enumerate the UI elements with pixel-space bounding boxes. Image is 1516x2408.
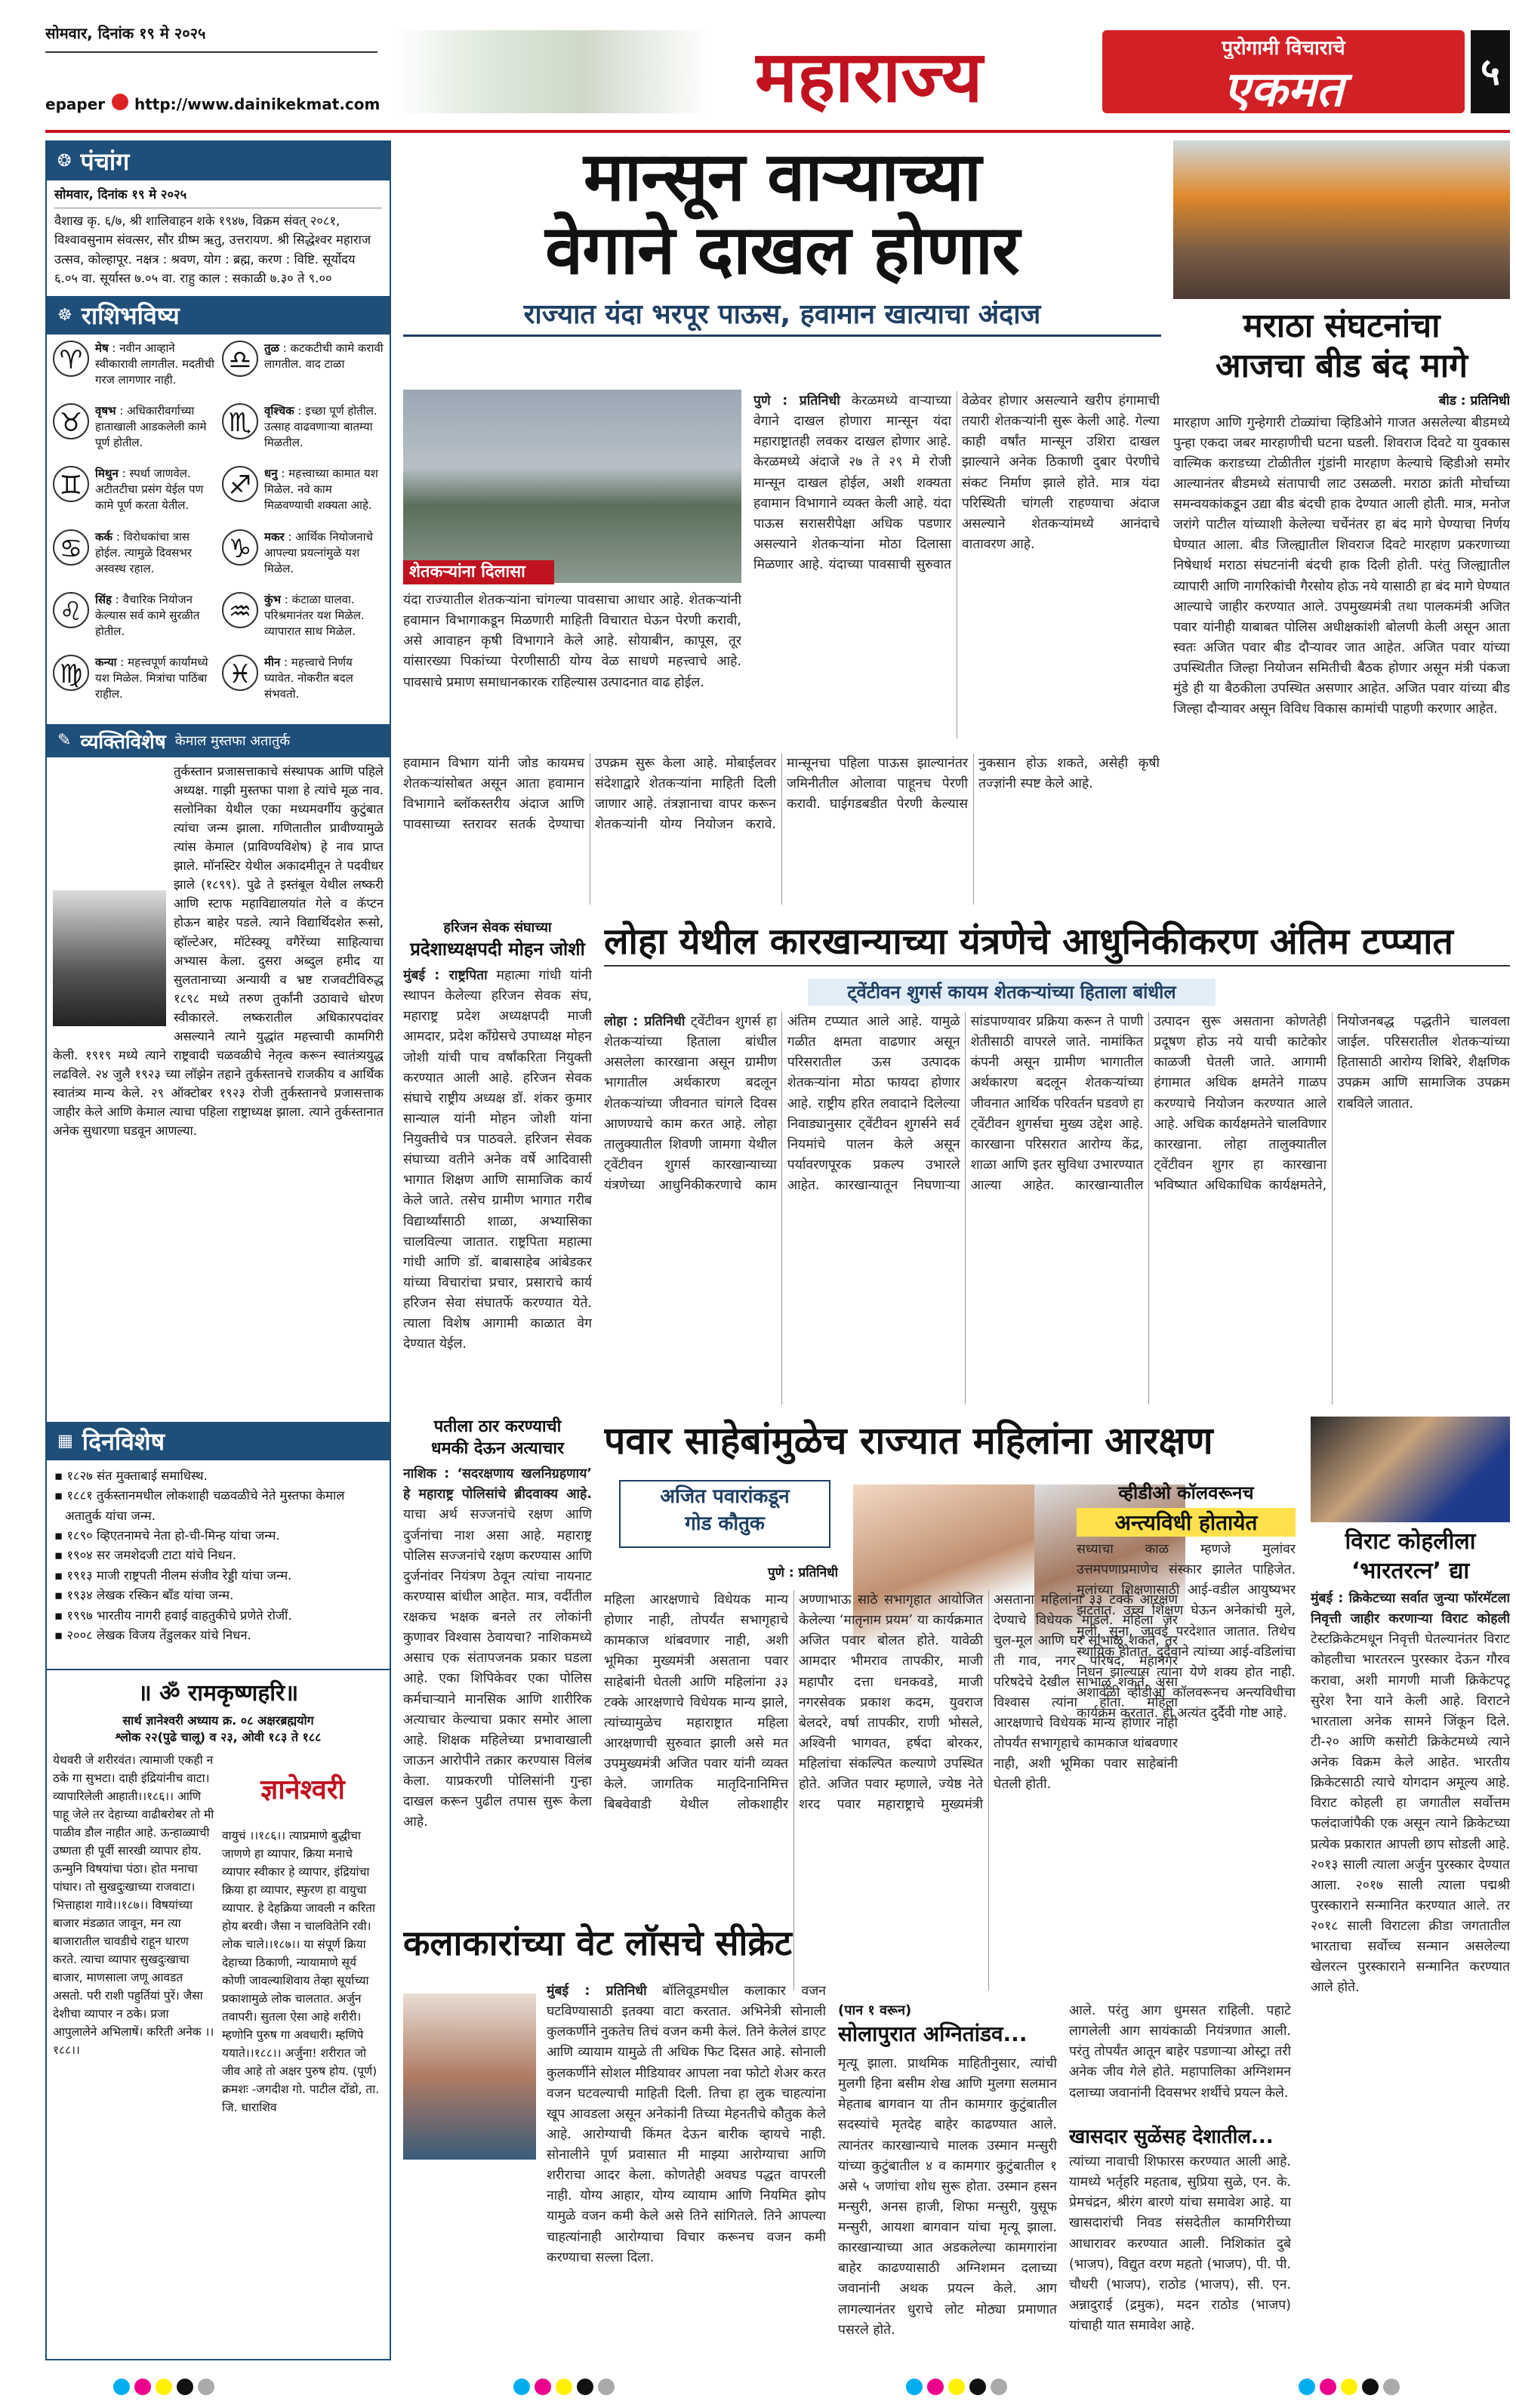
zodiac-sign-icon: ♏: [222, 403, 258, 439]
rashi-text: महत्त्वाच्या कामात यश मिळेल. नवे काम मिळवण्याची शक्यता आहे.: [264, 467, 378, 513]
dinvishesh-item: ▪ १८२७ संत मुक्ताबाई समाधिस्थ.: [54, 1468, 208, 1483]
registration-marks: [113, 2379, 279, 2397]
dnyaneshwari-ref: सार्थ ज्ञानेश्वरी अध्याय क्र. ०८ अक्षरब्रह्मयोग: [122, 1713, 314, 1728]
video-body: सध्याचा काळ म्हणजे मुलांवर उत्तमपणाप्रमाणेच संस्कार झालेत पाहिजेत. मुलांच्या शिक्षणासाठी आई-वडील आयुष्यभर झटतात. उच्च शिक्षण घेऊन अनेकांची मुले, मुली, सुना, जावई परदेशात जातात. तिथेच स्थायिक होतात. दुर्दैवाने त्यांच्या आई-वडिलांचा निधन झाल्यास त्यांना येणे शक्य होत नाही. अशावेळी व्हीडीओ कॉलवरूनच अन्त्यविधीचा कार्यक्रम करतात. ही अत्यंत दुर्दैवी गोष्ट आहे.: [1077, 1542, 1296, 1721]
ovi-col-1: येथवरी जे शरीरवंत। त्यामाजी एकही न ठके गा सुभटा। दाही इंद्रियांनीच वाटा। व्यापारिलेली आहाती।।१८६।। आणि पाहू जेले तर देहाच्या वाढीबरोबर तो मी पाळीव डौल नाहीत आहे. ऊन्हाळ्याची उष्णता ही पूर्वी सारखी व्यापार होय. ऊन्मुनि विषयांचा पंठा। होत मनाचा पांघार। तो सुखदुःखाच्या राजवाटा। भित्ताहाश गावे।।१८७।। विषयांच्या बाजार मंडळात जावून, मन त्या बाजारातील चावडीचे राहून धारण करते. त्याचा व्यापार सुखदुःखाचा बाजार, माणसाला जणू आवडत असतो. परी राशी पहुर्तियां पुरें। जैसा देशीचा व्यापार न ठके। प्रजा आपुलालेने अभिलाषें। करिती अनेक ।।१८८।।: [53, 1753, 214, 2058]
ramkrishna-title: ॥ ॐ रामकृष्णहरि॥: [137, 1679, 299, 1707]
page-number: ५: [1471, 30, 1510, 113]
loha-kicker: ट्वेंटीवन शुगर्स कायम शेतकऱ्यांच्या हिताला बांधील: [808, 979, 1216, 1006]
zodiac-sign-icon: ♎: [222, 341, 258, 377]
rashi-sign: सिंह: [95, 593, 112, 607]
video-headline: अन्त्यविधी होतायेत: [1077, 1508, 1296, 1537]
photo-caption: शेतकऱ्यांना दिलासा: [403, 560, 554, 584]
issue-date: सोमवार, दिनांक १९ मे २०२५: [45, 24, 206, 42]
patil-headline: पतीला ठार करण्याची धमकी देऊन अत्याचार: [430, 1417, 565, 1458]
person-icon: ✎: [57, 731, 72, 751]
dnyaneshwari-logo: ज्ञानेश्वरी: [260, 1774, 345, 1806]
lead-deck: राज्यात यंदा भरपूर पाऊस, हवामान खात्याचा अंदाज: [403, 294, 1161, 337]
virat-story: [1311, 1417, 1510, 2360]
brand-tagline: पुरोगामी विचाराचे: [1222, 37, 1345, 59]
sidebar: [45, 140, 391, 2360]
sonali-photo: [403, 1993, 536, 2160]
dinvishesh-item: ▪ २००८ लेखक विजय तेंडुलकर यांचे निधन.: [54, 1627, 251, 1642]
zodiac-sign-icon: ♈: [53, 341, 89, 377]
om-icon: ❂: [57, 152, 72, 171]
lead-body-3: हवामान विभाग यांनी जोड कायमच शेतकऱ्यांसोबत असून आता हवामान विभागाने ब्लॉकस्तरीय अंदाज आणि पावसाच्या स्तरावर सतर्क देण्याचा उपक्रम सुरू केला आहे. मोबाईलवर संदेशाद्वारे शेतकऱ्यांना माहिती दिली जाणार आहे. तंत्रज्ञानाचा वापर करून शेतकऱ्यांनी योग्य नियोजन करावे. मान्सूनचा पहिला पाऊस झाल्यानंतर जमिनीतील ओलावा पाहूनच पेरणी करावी. घाईगडबडीत पेरणी केल्यास नुकसान होऊ शकते, असेही कृषी तज्ज्ञांनी स्पष्ट केले आहे.: [403, 756, 1160, 833]
vyakti-body: तुर्कस्तान प्रजासत्ताकाचे संस्थापक आणि पहिले अध्यक्ष. गाझी मुस्तफा पाशा हे त्यांचे मूळ नाव. सलोनिका येथील एका मध्यमवर्गीय कुटुंबात त्यांचा जन्म झाला. गणितातील प्रावीण्यामुळे त्यांस केमाल (प्राविण्यविशेष) हे नाव प्राप्त झाले. मॉनस्टिर येथील अकादमीतून ते पदवीधर झाले (१८९९). पुढे ते इस्तंबूल येथील लष्करी आणि स्टाफ महाविद्यालयांत गेले व कॅप्टन होऊन बाहेर पडले. त्याने विद्यार्थिदशेत रूसो, व्हॉल्टेअर, मॉटेस्क्यू वगैरेंच्या साहित्याचा अभ्यास केला. दुसरा अब्दुल हमीद या सुलतानाच्या अन्यायी व भ्रष्ट राजवटीविरुद्ध १८९८ मध्ये तरुण तुर्कांनी उठावाचे धोरण स्वीकारले. लष्करातील अधिकारपदांवर असल्याने त्याने युद्धांत महत्त्वाची कामगिरी केली. १९१९ मध्ये त्याने राष्ट्रवादी चळवळीचे नेतृत्व करून स्वातंत्र्ययुद्ध लढविले. २४ जुलै १९२३ च्या लॉझेन तहाने तुर्कस्तानचे राजकीय व आर्थिक स्वातंत्र्य मान्य केले. २९ ऑक्टोबर १९२३ रोजी तुर्कस्तानचे प्रजासत्ताक जाहीर केले आणि केमाल त्याचा पहिला राष्ट्राध्यक्ष झाला. त्याने तुर्कस्तानात अनेक सुधारणा घडवून आणल्या.: [53, 763, 384, 1139]
rashi-item: ♓ मीन : महत्त्वाचे निर्णय घ्यावेत. नोकरीत बदल संभवतो.: [222, 655, 384, 710]
harijan-body: मुंबई : राष्ट्रपिता महात्मा गांधी यांनी स्थापन केलेल्या हरिजन सेवक संघ, महाराष्ट्र प्रदेश अध्यक्षपदी माजी आमदार, प्रदेश काँग्रेसचे उपाध्यक्ष मोहन जोशी यांची पाच वर्षांकरिता नियुक्ती करण्यात आली आहे. हरिजन सेवक संघाचे राष्ट्रीय अध्यक्ष डॉ. शंकर कुमार सान्याल यांनी मोहन जोशी यांना नियुक्तीचे पत्र पाठवले. हरिजन सेवक संघाच्या वतीने अनेक वर्षे आदिवासी भागात शिक्षण आणि सामाजिक कार्य केले जाते. तसेच ग्रामीण भागात गरीब विद्यार्थ्यांसाठी शाळा, अभ्यासिका चालविल्या जातात. राष्ट्रपिता महात्मा गांधी आणि डॉ. बाबासाहेब आंबेडकर यांच्या विचारांचा प्रचार, प्रसाराचे कार्य हरिजन सेवा संघातर्फे करण्यात येते. त्याला विशेष आगामी काळात वेग देण्यात येईल.: [403, 968, 592, 1352]
lead-headline: मान्सून वाऱ्याच्या वेगाने दाखल होणार: [545, 140, 1019, 291]
globe-icon: [112, 94, 128, 110]
vyakti-header: ✎ व्यक्तिविशेष केमाल मुस्तफा अतातुर्क: [47, 724, 390, 757]
zodiac-sign-icon: ♌: [53, 592, 89, 628]
maratha-headline: मराठा संघटनांचा आजचा बीड बंद मागे: [1216, 307, 1468, 385]
divider: [45, 51, 377, 53]
loha-body: लोहा : प्रतिनिधी ट्वेंटीवन शुगर्स हा शेतकऱ्यांच्या हिताला बांधील असलेला कारखाना असून ग्रामीण भागातील अर्थकारण बदलून शेतकऱ्यांच्या जीवनात चांगले दिवस आणण्याचे काम करत आहे. लोहा तालुक्यातील शिवणी जामगा येथील ट्वेंटीवन शुगर्स कारखान्याच्या यंत्रणेच्या आधुनिकीकरणाचे काम अंतिम टप्प्यात आले आहे. यामुळे गळीत क्षमता वाढणार असून परिसरातील ऊस उत्पादक शेतकऱ्यांना मोठा फायदा होणार आहे. राष्ट्रीय हरित लवादाने दिलेल्या निवाड्यानुसार ट्वेंटीवन शुगर्सने सर्व नियमांचे पालन केले असून पर्यावरणपूरक प्रकल्प उभारले आहेत. कारखान्यातून निघणाऱ्या सांडपाण्यावर प्रक्रिया करून ते पाणी शेतीसाठी वापरले जाते. नामांकित कंपनी असून ग्रामीण भागातील अर्थकारण बदलून शेतकऱ्यांच्या जीवनात आर्थिक परिवर्तन घडवणे हा ट्वेंटीवन शुगर्सचा मुख्य उद्देश आहे. कारखाना परिसरात आरोग्य केंद्र, शाळा आणि इतर सुविधा उभारण्यात आल्या आहेत. कारखान्यातील उत्पादन सुरू असताना कोणतेही प्रदूषण होऊ नये याची काटेकोर काळजी घेतली जाते. आगामी हंगामात अधिक क्षमतेने गाळप करण्याचे नियोजन करण्यात आले आहे. अधिक कार्यक्षमतेने चालविणार कारखाना. लोहा तालुक्यातील ट्वेंटीवन शुगर हा कारखाना भविष्यात अधिकाधिक कार्यक्षमतेने, नियोजनबद्ध पद्धतीने चालवला जाईल. परिसरातील शेतकऱ्यांच्या हितासाठी आरोग्य शिबिरे, शैक्षणिक उपक्रम आणि सामाजिक उपक्रम राबविले जातात.: [604, 1014, 1510, 1193]
kalakar-headline: कलाकारांच्या वेट लॉसचे सीक्रेट: [403, 1922, 792, 1963]
registration-marks: [1299, 2379, 1465, 2397]
header-rule: [45, 130, 1510, 133]
ramkrishna-box: [47, 1669, 390, 2360]
calendar-icon: ▦: [57, 1431, 73, 1451]
rashi-sign: मकर: [264, 529, 285, 544]
rashi-header: ☸ राशिभविष्य: [47, 296, 390, 335]
zodiac-sign-icon: ♒: [222, 592, 258, 628]
rashi-sign: तुळ: [264, 341, 279, 355]
dinvishesh-item: ▪ १९३४ लेखक रस्किन बॉंड यांचा जन्म.: [54, 1588, 234, 1603]
section-title: महाराज्य: [755, 35, 983, 119]
pawar-byline: पुणे : प्रतिनिधी: [767, 1565, 838, 1580]
solapur-body: मृत्यू झाला. प्राथमिक माहितीनुसार, त्यांची मुलगी हिना बसीम शेख आणि मुलगा सलमान मेहताब बागवान या तीन कामगार कुटुंबातील सदस्यांचे मृतदेह बाहेर काढण्यात आले. त्यानंतर कारखान्याचे मालक उस्मान मन्सुरी यांच्या कुटुंबातील ४ व कामगार कुटुंबातील १ असे ५ जणांचा शोध सुरू होता. उस्मान हसन मन्सुरी, अनस हाजी, शिफा मन्सुरी, युसूफ मन्सुरी, आयशा बागवान यांचा मृत्यू झाला. कारखान्याच्या आत अडकलेल्या कामगारांना बाहेर काढण्यासाठी अग्निशमन दलाच्या जवानांनी अथक प्रयत्न केले. आग लागल्यानंतर धुराचे लोट मोठ्या प्रमाणात पसरले होते.: [838, 2056, 1057, 2338]
rashi-sign: कन्या: [95, 655, 117, 670]
virat-headline: विराट कोहलीला ‘भारतरत्न’ द्या: [1345, 1528, 1476, 1584]
zodiac-sign-icon: ♍: [53, 655, 89, 691]
rashi-text: विरोधकांचा त्रास होईल. त्यामुळे दिवसभर अस्वस्थ रहाल.: [95, 529, 193, 575]
pawar-body: महिला आरक्षणाचे विधेयक मान्य होणार नाही, तोपर्यंत सभागृहाचे कामकाज थांबवणार नाही, अशी भूमिका मुख्यमंत्री असताना पवार साहेबांनी घेतली आणि महिलांना ३३ टक्के आरक्षणाचे विधेयक मान्य झाले, त्यांच्यामुळेच महाराष्ट्रात महिला आरक्षणाची सुरुवात झाली असे मत उपमुख्यमंत्री अजित पवार यांनी व्यक्त केले. जागतिक मातृदिनानिमित्त बिबवेवाडी येथील लोकशाहीर अण्णाभाऊ साठे सभागृहात आयोजित केलेल्या ‘मातृनाम प्रयम’ या कार्यक्रमात अजित पवार बोलत होते. यावेळी आमदार भीमराव तापकीर, माजी महापौर दत्ता धनकवडे, माजी नगरसेवक प्रकाश कदम, युवराज बेलदरे, वर्षा तापकीर, राणी भोसले, अश्विनी भागवत, हर्षदा बोरकर, महिलांचा संकल्पित कल्याणे उपस्थित होते. अजित पवार म्हणाले, ज्येष्ठ नेते शरद पवार महाराष्ट्राचे मुख्यमंत्री असताना महिलांना ३३ टक्के आरक्षण देण्याचे विधेयक मांडले. महिला जर चुल-मूल आणि घर सांभाळू शकते, तर ती गाव, नगर परिषद, महानगर परिषदेचे देखील सांभाळू शकते, असा विश्वास त्यांना होता. महिला आरक्षणाचे विधेयक मान्य होणार नाही तोपर्यंत सभागृहाचे कामकाज थांबवणार नाही, अशी भूमिका पवार साहेबांनी घेतली होती.: [604, 1592, 1178, 1813]
rashi-text: महत्त्वाचे निर्णय घ्यावेत. नोकरीत बदल संभवतो.: [264, 655, 353, 701]
lead-body-1: पुणे : प्रतिनिधी केरळमध्ये वाऱ्याच्या वेगाने दाखल होणारा मान्सून यंदा महाराष्ट्रातही लवकर दाखल होणार आहे. केरळमध्ये अंदाजे २७ ते २९ मे रोजी मान्सून दाखल होईल, अशी शक्यता हवामान विभागाने व्यक्त केली आहे. यंदा पाऊस सरासरीपेक्षा अधिक पडणार असल्याने शेतकऱ्यांना मोठा दिलासा मिळणार आहे. यंदाच्या पावसाची सुरुवात वेळेवर होणार असल्याने खरीप हंगामाची तयारी शेतकऱ्यांनी सुरू केली आहे. गेल्या काही वर्षांत मान्सून उशिरा दाखल झाल्याने अनेक ठिकाणी दुबार पेरणीचे संकट निर्माण झाले होते. मात्र यंदा परिस्थिती चांगली राहण्याचा अंदाज असल्याने शेतकऱ्यांमध्ये आनंदाचे वातावरण आहे.: [753, 393, 1160, 572]
video-kicker: व्हीडीओ कॉलवरूनच: [1118, 1482, 1254, 1503]
rashi-sign: वृषभ: [95, 404, 116, 418]
zodiac-sign-icon: ♐: [222, 466, 258, 502]
harijan-story: [403, 918, 592, 1406]
rashi-item: ♎ तुळ : कटकटीची कामे करावी लागतील. वाद टाळा: [222, 341, 384, 396]
zodiac-icon: ☸: [57, 305, 72, 325]
rashi-text: इच्छा पूर्ण होतील. उत्साह वाढवणाऱ्या बातम्या मिळतील.: [264, 404, 377, 450]
rashi-item: ♉ वृषभ : अधिकारीवर्गाच्या हाताखाली आडकलेली कामे पूर्ण होतील.: [53, 403, 214, 458]
zodiac-sign-icon: ♓: [222, 655, 258, 691]
dinvishesh-item: ▪ १९०४ सर जमशेदजी टाटा यांचे निधन.: [54, 1548, 236, 1563]
solapur-body-2: आले. परंतु आग धुमसत राहिली. पहाटे लागलेली आग सायंकाळी नियंत्रणात आली. परंतु तोपर्यंत आतून बाहेर पडणाऱ्या ओस्ट्रा तरी अनेक जीव गेले होते. महापालिका अग्निशमन दलाच्या जवानांनी दिवसभर शर्थीचे प्रयत्न केले.: [1069, 2003, 1291, 2101]
rashi-grid: [47, 335, 390, 724]
rashi-item: ♌ सिंह : वैचारिक नियोजन केल्यास सर्व कामे सुरळीत होतील.: [53, 592, 214, 647]
rashi-item: ♊ मिथुन : स्पर्धा जाणवेल. अटीतटीचा प्रसंग येईल पण कामे पूर्ण करता येतील.: [53, 466, 214, 521]
pawar-kicker: अजित पवारांकडून गोड कौतुक: [619, 1480, 830, 1548]
dinvishesh-list: [47, 1460, 390, 1669]
patil-body: नाशिक : ‘सदरक्षणाय खलनिग्रहणाय’ हे महाराष्ट्र पोलिसांचे ब्रीदवाक्य आहे. याचा अर्थ सज्जनांचे रक्षण आणि दुर्जनांचा नाश असा आहे. महाराष्ट्र पोलिस सज्जनांचे रक्षण करण्यास आणि दुर्जनांवर नियंत्रण ठेवून त्यांचा नायनाट करण्यास बांधील आहेत. मात्र, वर्दीतील रक्षकच भक्षक बनले तर लोकांनी कुणावर विश्वास ठेवायचा? नाशिकमध्ये असाच एक संतापजनक प्रकार घडला आहे. एका शिपिकेवर एका पोलिस कर्मचाऱ्याने मानसिक आणि शारीरिक अत्याचार केल्याचा प्रकार समोर आला आहे. शिक्षक महिलेच्या प्रभावाखाली जाऊन आरोपीने तक्रार करण्यास विलंब केला. याप्रकरणी पोलिसांनी गुन्हा दाखल करून पुढील तपास सुरू केला आहे.: [403, 1466, 592, 1830]
solapur-kicker: (पान १ वरून): [838, 2003, 912, 2018]
masthead: [0, 0, 1516, 136]
dinvishesh-item: ▪ १९१३ माजी राष्ट्रपती नीलम संजीव रेड्डी यांचा जन्म.: [54, 1568, 292, 1583]
loha-story: [604, 918, 1510, 1406]
kalakar-body: मुंबई : प्रतिनिधी बॉलिवूडमधील कलाकार वजन घटविण्यासाठी इतक्या वाटा करतात. अभिनेत्री सोनाली कुलकर्णीने नुकतेच तिचं वजन कमी केलं. तिने केलेलं डाएट आणि व्यायाम यामुळे ती अधिक फिट दिसत आहे. सोनाली कुलकर्णीने सोशल मीडियावर आपला नवा फोटो शेअर करत वजन घटवल्याची माहिती दिली. तिचा हा लुक चाहत्यांना खूप आवडला असून अनेकांनी तिच्या मेहनतीचे कौतुक केले आहे. आरोग्याची किंमत देऊन बारीक व्हायचे नाही. सोनालीने पूर्ण प्रवासात मी माझ्या आरोग्याचा आणि शरीराचा आदर केला. कोणतेही अवघड पद्धत वापरली नाही. योग्य आहार, योग्य व्यायाम आणि नियमित झोप यामुळे वजन कमी केले असे तिने सांगितले. तिने आपल्या चाहत्यांनाही आरोग्याचा विचार करूनच वजन कमी करण्याचा सल्ला दिला.: [547, 1984, 826, 2265]
website-link[interactable]: http://www.dainikekmat.com: [134, 95, 381, 113]
maratha-story: [1173, 140, 1510, 911]
virat-body: मुंबई : क्रिकेटच्या सर्वात जुन्या फॉरमॅटला निवृत्ती जाहीर करणाऱ्या विराट कोहली टेस्टक्रिकेटमधून निवृत्ती घेतल्यानंतर विराट कोहलीचा भारतरत्न पुरस्कार देऊन गौरव करावा, अशी मागणी माजी क्रिकेटपटू सुरेश रैना याने केली आहे. विराटने भारताला अनेक सामने जिंकून दिले. टी-२० आणि कसोटी क्रिकेटमध्ये त्याने अनेक विक्रम केले आहेत. भारतीय क्रिकेटसाठी त्याचे योगदान अमूल्य आहे. विराट कोहली हा जगातील सर्वोत्तम फलंदाजांपैकी एक असून त्याने क्रिकेटच्या प्रत्येक प्रकारात आपली छाप सोडली आहे. २०१३ साली त्याला अर्जुन पुरस्कार देण्यात आला. २०१७ साली त्याला पद्मश्री पुरस्काराने सन्मानित करण्यात आले. तर २०१८ साली विराटला क्रीडा जगतातील भारताचा सर्वोच्च सन्मान असलेल्या खेलरत्न पुरस्काराने सन्मानित करण्यात आले होते.: [1311, 1591, 1510, 1996]
rashi-sign: कुंभ: [264, 593, 282, 607]
panchang-date: सोमवार, दिनांक १९ मे २०२५: [54, 185, 382, 208]
rashi-text: अधिकारीवर्गाच्या हाताखाली आडकलेली कामे पूर्ण होतील.: [95, 404, 207, 450]
shlok-ref: श्लोक २२(पुढे चालू) व २३, ओवी १८३ ते १८८: [115, 1729, 322, 1744]
maratha-byline: बीड : प्रतिनिधी: [1438, 393, 1510, 409]
rashi-item: ♒ कुंभ : कंटाळा घालवा. परिश्रमानंतर यश मिळेल. व्यापारात साथ मिळेल.: [222, 592, 384, 647]
rashi-text: नवीन आव्हाने स्वीकारावी लागतील. मदतीची गरज लागणार नाही.: [95, 341, 214, 387]
panchang-header: ❂ पंचांग: [47, 142, 390, 180]
zodiac-sign-icon: ♑: [222, 529, 258, 566]
zodiac-sign-icon: ♋: [53, 529, 89, 566]
dinvishesh-header: ▦ दिनविशेष: [47, 1422, 390, 1460]
rally-photo: [1173, 140, 1510, 299]
ataturk-photo: [53, 890, 166, 1026]
patil-story: [403, 1417, 592, 1907]
lead-body-2: यंदा राज्यातील शेतकऱ्यांना चांगल्या पावसाचा आधार आहे. शेतकऱ्यांनी हवामान विभागाकडून मिळणारी माहिती विचारात घेऊन पेरणी करावी, असे आवाहन कृषी विभागाने केले आहे. सोयाबीन, कापूस, तूर यांसारख्या पिकांच्या पेरणीसाठी योग्य वेळ साधणे महत्त्वाचे आहे. पावसाचे प्रमाण समाधानकारक राहिल्यास उत्पादनात वाढ होईल.: [403, 593, 741, 690]
panchang-body: [47, 180, 390, 293]
solapur-story: [838, 2001, 1291, 2360]
panchang-text: वैशाख कृ. ६/७, श्री शालिवाहन शके १९४७, विक्रम संवत् २०८१, विश्वावसुनाम संवत्सर, सौर ग्रीष्म ऋतु, उत्तरायण. श्री सिद्धेश्वर महाराज उत्सव, कोल्हापूर. नक्षत्र : श्रवण, योग : ब्रह्म, करण : विष्टि. सूर्योदय ६.०५ वा. सूर्यास्त ७.०५ वा. राहु काल : सकाळी ७.३० ते ९.००: [54, 213, 371, 286]
harijan-headline: प्रदेशाध्यक्षपदी मोहन जोशी: [410, 939, 585, 960]
dinvishesh-item: ▪ १८९० व्हिएतनामचे नेता हो-ची-मिन्ह यांचा जन्म.: [54, 1528, 280, 1543]
lead-story: [403, 140, 1161, 911]
kalakar-story: [403, 1921, 826, 2359]
rashi-item: ♈ मेष : नवीन आव्हाने स्वीकारावी लागतील. मदतीची गरज लागणार नाही.: [53, 341, 214, 396]
registration-marks: [513, 2379, 679, 2397]
harijan-kicker: हरिजन सेवक संघाच्या: [443, 920, 552, 936]
pawar-headline: पवार साहेबांमुळेच राज्यात महिलांना आरक्षण: [604, 1419, 1213, 1463]
rashi-item: ♋ कर्क : विरोधकांचा त्रास होईल. त्यामुळे दिवसभर अस्वस्थ रहाल.: [53, 529, 214, 584]
loha-headline: लोहा येथील कारखान्याच्या यंत्रणेचे आधुनिकीकरण अंतिम टप्प्यात: [604, 918, 1510, 967]
rain-photo: [403, 390, 741, 583]
brand-logo: एकमत: [1223, 62, 1344, 112]
rashi-sign: वृश्चिक: [264, 404, 294, 418]
rashi-sign: मेष: [95, 341, 109, 355]
registration-marks: [906, 2379, 1072, 2397]
khasdar-headline: खासदार सुळेंसह देशातील...: [1069, 2126, 1274, 2148]
dinvishesh-item: ▪ १९९७ भारतीय नागरी हवाई वाहतुकीचे प्रणेते रोजीं.: [54, 1608, 292, 1623]
rashi-text: आर्थिक नियोजनाचे आपल्या प्रयत्नांमुळे यश मिळेल.: [264, 529, 373, 575]
epaper-label: epaper: [45, 95, 106, 113]
brand-box: [1102, 30, 1465, 113]
khasdar-body: त्यांच्या नावाची शिफारस करण्यात आली आहे. यामध्ये भर्तृहरि महताब, सुप्रिया सुळे, एन. के. प्रेमचंद्रन, श्रीरंग बारणे यांचा समावेश आहे. या खासदारांची निवड संसदेतील कामगिरीच्या आधारावर करण्यात आली. निशिकांत दुबे (भाजप), विद्युत वरण महतो (भाजप), पी. पी. चौधरी (भाजप), राठोड (भाजप), सी. एन. अन्नादुराई (द्रमुक), मदन राठोड (भाजप) यांचाही यात समावेश आहे.: [1069, 2154, 1291, 2333]
rashi-sign: धनु: [264, 467, 278, 481]
zodiac-sign-icon: ♉: [53, 403, 89, 439]
rashi-item: ♍ कन्या : महत्त्वपूर्ण कार्यांमध्ये यश मिळेल. मित्रांचा पाठिंबा राहील.: [53, 655, 214, 710]
video-call-story: [1077, 1480, 1296, 1873]
rashi-item: ♏ वृश्चिक : इच्छा पूर्ण होतील. उत्साह वाढवणाऱ्या बातम्या मिळतील.: [222, 403, 384, 458]
ovi-col-2: वायुचं ।।१८६।। त्याप्रमाणे बुद्धीचा जाणणे हा व्यापार, क्रिया मनाचे व्यापार स्वीकार हे व्यापार, इंद्रियांचा क्रिया हा व्यापार, स्फुरण हा वायुचा व्यापार. हे देहक्रिया जावली न करिता होय बरवी। जैसा न चालवितेनि रवी। लोक चाले।।१८७।। या संपूर्ण क्रिया देहाच्या ठिकाणी, न्यायामाणे सूर्य कोणी जावल्याशिवाय तेव्हा सूर्याच्या प्रकाशामुळे लोक चालतात. अर्जुन तवापरी। सुतला ऐसा आहे शरीरी। म्हणोनि पुरुष गा अवधारी। म्हणिपे ययाते।।१८८।। अर्जुना! शरीरात जो जीव आहे तो अक्षर पुरुष होय. (पूर्ण) क्रमशः -जगदीश गो. पाटील दोंडो, ता. जि. धाराशिव: [222, 1828, 380, 2115]
zodiac-sign-icon: ♊: [53, 466, 89, 502]
city-skyline-graphic: [393, 30, 710, 113]
rashi-text: वैचारिक नियोजन केल्यास सर्व कामे सुरळीत होतील.: [95, 593, 200, 639]
rashi-text: स्पर्धा जाणवेल. अटीतटीचा प्रसंग येईल पण कामे पूर्ण करता येतील.: [95, 467, 204, 513]
rashi-sign: मीन: [264, 655, 281, 670]
rashi-sign: कर्क: [95, 529, 113, 544]
rashi-item: ♑ मकर : आर्थिक नियोजनाचे आपल्या प्रयत्नांमुळे यश मिळेल.: [222, 529, 384, 584]
rashi-sign: मिथुन: [95, 467, 119, 481]
maratha-body: मारहाण आणि गुन्हेगारी टोळ्यांचा व्हिडिओने गाजत असलेल्या बीडमध्ये पुन्हा एकदा जबर मारहाणीची घटना घडली. शिवराज दिवटे या युवकास वाल्मिक कराडच्या टोळीतील गुंडांनी मारहाण केल्याचे व्हिडीओ समोर आल्यानंतर बीडमध्ये संतापाची लाट उसळली. मराठा क्रांती मोर्चाच्या समन्वयकांकडून उद्या बीड बंदची हाक देण्यात आली होती. मात्र, मनोज जरांगे पाटील यांच्याशी केलेल्या चर्चेनंतर हा बंद मागे घेण्याचा निर्णय घेण्यात आला. बीड जिल्ह्यातील शिवराज दिवटे मारहाण प्रकरणाच्या निषेधार्थ मराठा संघटनांनी बंदची हाक दिली होती. परंतु जिल्ह्यातील व्यापारी आणि नागरिकांची गैरसोय होऊ नये यासाठी हा बंद मागे घेण्यात आल्याचे जाहीर करण्यात आले. उपमुख्यमंत्री तथा पालकमंत्री अजित पवार यांनीही याबाबत पोलिस अधीक्षकांशी बोलणी केली असून आता स्वतः अजित पवार बीड दौऱ्यावर जात आहेत. अजित पवार यांच्या उपस्थितीत जिल्हा नियोजन समितीची बैठक होणार असून मंत्री पंकजा मुंडे ही या बैठकीला उपस्थित असणार आहेत. अजित पवार यांच्या बीड जिल्हा दौऱ्यावर असून विविध विकास कामांची पाहणी करणार आहेत.: [1173, 415, 1510, 717]
dinvishesh-item: ▪ १८८१ तुर्कस्तानमधील लोकशाही चळवळीचे नेते मुस्तफा केमाल अतातुर्क यांचा जन्म.: [54, 1488, 345, 1523]
virat-photo: [1311, 1417, 1510, 1522]
rashi-text: कटकटीची कामे करावी लागतील. वाद टाळा: [264, 341, 384, 371]
rashi-text: महत्त्वपूर्ण कार्यांमध्ये यश मिळेल. मित्रांचा पाठिंबा राहील.: [95, 655, 208, 701]
rashi-text: कंटाळा घालवा. परिश्रमानंतर यश मिळेल. व्यापारात साथ मिळेल.: [264, 593, 365, 639]
solapur-headline: सोलापुरात अग्नितांडव...: [838, 2021, 1028, 2046]
rashi-item: ♐ धनु : महत्त्वाच्या कामात यश मिळेल. नवे काम मिळवण्याची शक्यता आहे.: [222, 466, 384, 521]
